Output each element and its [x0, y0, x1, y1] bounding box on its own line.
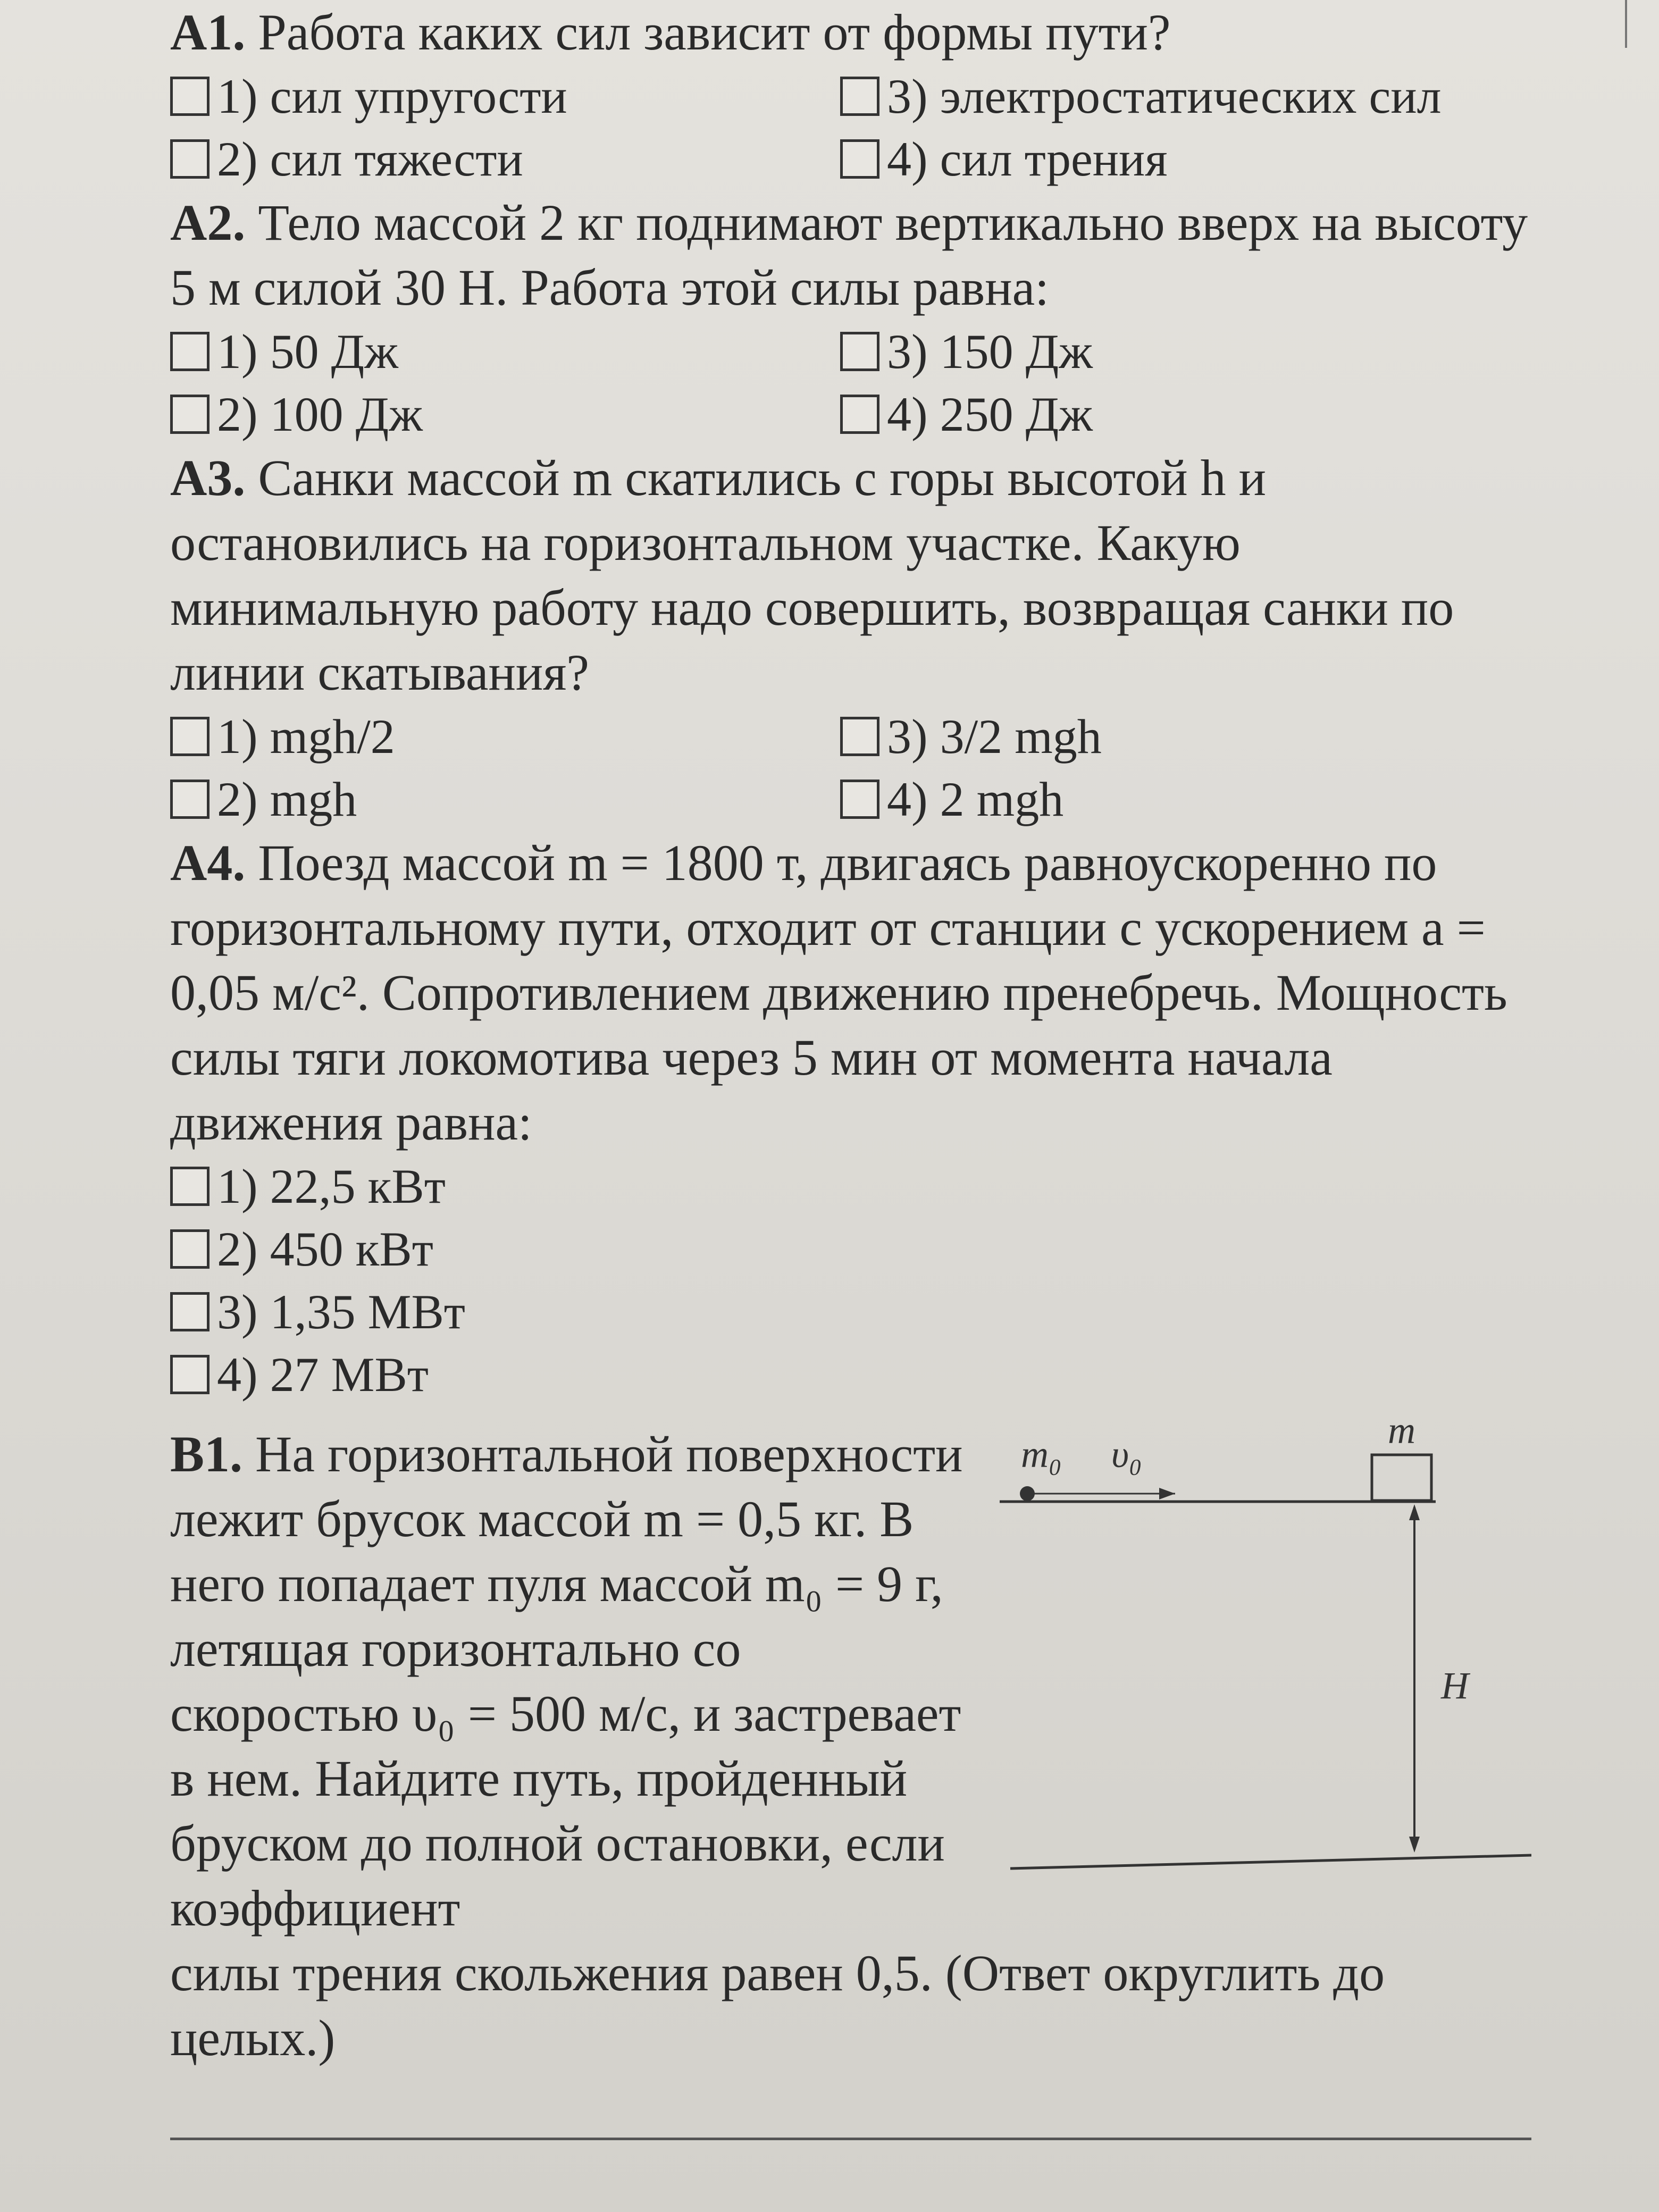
answer-options	[170, 705, 1531, 831]
option-4[interactable]	[170, 1343, 840, 1406]
option-label: 3) 1,35 МВт	[217, 1285, 466, 1339]
option-3[interactable]	[840, 320, 1531, 383]
option-3[interactable]	[170, 1280, 840, 1343]
option-label: 3) электростатических сил	[887, 69, 1442, 123]
bullet-block-diagram	[1000, 1422, 1531, 1911]
option-label: 2) 100 Дж	[217, 387, 423, 441]
question-a1	[170, 0, 1531, 190]
label-H: H	[1441, 1664, 1469, 1707]
option-label: 1) 22,5 кВт	[217, 1159, 446, 1213]
checkbox[interactable]	[840, 717, 879, 756]
checkbox[interactable]	[170, 717, 210, 756]
checkbox[interactable]	[170, 395, 210, 434]
option-2[interactable]	[170, 383, 840, 446]
checkbox[interactable]	[170, 1292, 210, 1331]
question-text	[170, 190, 1531, 320]
option-label: 1) 50 Дж	[217, 324, 398, 379]
option-label: 3) 150 Дж	[887, 324, 1093, 379]
option-2[interactable]	[170, 768, 840, 831]
label-m: m	[1388, 1422, 1415, 1452]
question-text	[170, 1422, 978, 1941]
answer-options	[170, 320, 1531, 446]
question-a2	[170, 190, 1531, 446]
question-b1	[170, 1422, 1531, 2071]
question-body: На горизонтальной поверхности лежит брусок массой m = 0,5 кг. В него попадает пуля массой m₀ = 9 г, летящая горизонтально со скоростью υ₀ = 500 м/с, и застревает в нем. Найдите путь, пройденный бруском до полной остановки, если коэффициент	[170, 1426, 963, 1937]
option-label: 2) mgh	[217, 772, 357, 826]
checkbox[interactable]	[840, 780, 879, 819]
question-number: A4.	[170, 834, 246, 891]
option-3[interactable]	[840, 65, 1531, 128]
option-2[interactable]	[170, 128, 840, 190]
option-label: 4) сил трения	[887, 132, 1168, 186]
checkbox[interactable]	[840, 332, 879, 371]
checkbox[interactable]	[170, 1355, 210, 1394]
option-label: 2) сил тяжести	[217, 132, 523, 186]
checkbox[interactable]	[170, 332, 210, 371]
height-arrow-top	[1409, 1504, 1420, 1520]
checkbox[interactable]	[840, 139, 879, 179]
option-1[interactable]	[170, 1155, 840, 1218]
question-a3	[170, 446, 1531, 831]
option-label: 2) 450 кВт	[217, 1222, 433, 1276]
question-body: Тело массой 2 кг поднимают вертикально вверх на высоту 5 м силой 30 Н. Работа этой силы равна:	[170, 194, 1528, 316]
page-edge-line	[1625, 0, 1627, 48]
question-body: Санки массой m скатились с горы высотой h и остановились на горизонтальном участке. Какую минимальную работу надо совершить, возвращая санки по линии скатывания?	[170, 449, 1454, 701]
answer-options	[170, 1155, 1531, 1406]
question-number: B1.	[170, 1426, 243, 1482]
option-label: 3) 3/2 mgh	[887, 709, 1102, 764]
ground-line	[1010, 1855, 1531, 1869]
checkbox[interactable]	[840, 77, 879, 116]
option-4[interactable]	[840, 128, 1531, 190]
bottom-rule	[170, 2138, 1531, 2140]
option-label: 4) 2 mgh	[887, 772, 1064, 826]
option-3[interactable]	[840, 705, 1531, 768]
question-text-tail: силы трения скольжения равен 0,5. (Ответ округлить до целых.)	[170, 1945, 1385, 2066]
checkbox[interactable]	[170, 1229, 210, 1269]
option-4[interactable]	[840, 383, 1531, 446]
question-a4	[170, 831, 1531, 1406]
answer-options	[170, 65, 1531, 190]
checkbox[interactable]	[840, 395, 879, 434]
option-4[interactable]	[840, 768, 1531, 831]
content	[170, 0, 1531, 2071]
checkbox[interactable]	[170, 1167, 210, 1206]
height-arrow-bottom	[1409, 1837, 1420, 1853]
label-v0: υ₀	[1111, 1433, 1143, 1476]
question-number: A2.	[170, 194, 246, 251]
option-label: 4) 27 МВт	[217, 1347, 429, 1402]
option-label: 1) mgh/2	[217, 709, 395, 764]
question-number: A1.	[170, 4, 246, 61]
checkbox[interactable]	[170, 780, 210, 819]
question-text	[170, 446, 1531, 705]
option-2[interactable]	[170, 1218, 840, 1280]
option-1[interactable]	[170, 705, 840, 768]
option-label: 1) сил упругости	[217, 69, 567, 123]
block	[1372, 1455, 1431, 1501]
question-text	[170, 831, 1531, 1155]
option-label: 4) 250 Дж	[887, 387, 1093, 441]
checkbox[interactable]	[170, 139, 210, 179]
question-body: Работа каких сил зависит от формы пути?	[258, 4, 1171, 61]
label-m0: m₀	[1021, 1433, 1062, 1476]
question-number: A3.	[170, 449, 246, 506]
option-1[interactable]	[170, 65, 840, 128]
question-body: Поезд массой m = 1800 т, двигаясь равноускоренно по горизонтальному пути, отходит от станции с ускорением a = 0,05 м/с². Сопротивлением движению пренебречь. Мощность силы тяги локомотива через 5 мин от момента начала движения равна:	[170, 834, 1507, 1151]
velocity-arrowhead	[1159, 1488, 1175, 1499]
question-text	[170, 0, 1531, 65]
checkbox[interactable]	[170, 77, 210, 116]
option-1[interactable]	[170, 320, 840, 383]
